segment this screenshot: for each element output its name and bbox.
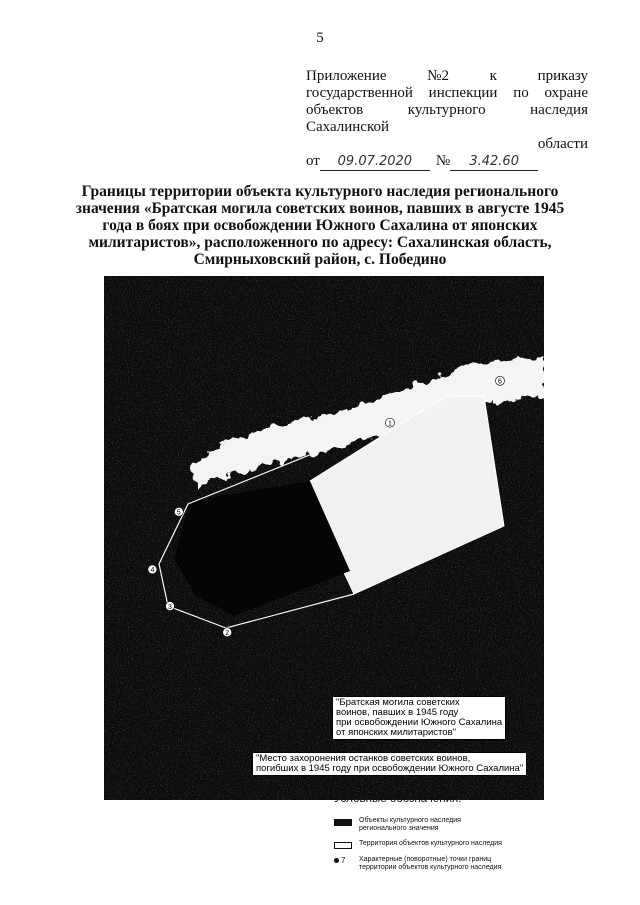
legend [334,793,634,879]
legend-text-line: территории объектов культурного наследия [359,864,502,871]
appendix-line-2 [306,85,588,102]
satellite-map [104,276,544,800]
number-prefix: № [435,153,451,169]
handwritten-date: 09.07.2020 [320,153,430,171]
appendix-word: области [537,136,588,152]
appendix-word: Приложение [306,68,387,84]
boundary-point-6 [496,376,505,385]
boundary-point-5 [174,507,183,516]
site-label [252,752,527,776]
object-label-line: от японских милитаристов" [336,727,456,738]
legend-item-boundary-point [334,856,634,872]
legend-text-line: Территория объектов культурного наследия [359,840,502,847]
object-label-line: воинов, павших в 1945 году [336,707,459,718]
appendix-word: Сахалинской [306,119,390,135]
object-label-line: при освобождении Южного Сахалина [336,717,503,728]
legend-title: Условные обозначения: [334,793,462,805]
date-prefix: от [306,153,320,169]
page-number: 5 [316,30,324,46]
title-line: милитаристов», расположенного по адресу: Сахалинская область, [88,234,552,251]
appendix-line-4 [306,119,588,136]
legend-item-heritage-object [334,817,634,833]
legend-item-territory [334,840,634,849]
object-label-line: "Братская могила советских [336,697,460,708]
appendix-line-1 [306,68,588,85]
boundary-point-3 [166,602,175,611]
site-label-line: "Место захоронения останков советских воинов, [256,753,471,764]
appendix-word: наследия [530,102,588,118]
appendix-date-line [306,153,588,171]
light-swatch-icon [334,842,352,849]
boundary-point-number: 3 [168,603,172,611]
object-label [332,696,506,740]
legend-text-line: Объекты культурного наследия [359,817,461,824]
appendix-word: государственной [306,85,413,101]
boundary-point-2 [223,628,232,637]
appendix-word: №2 [427,68,449,84]
boundary-point-number: 2 [225,630,230,638]
legend-text-line: регионального значения [359,825,439,832]
appendix-word: охране [544,85,588,101]
site-label-line: погибших в 1945 году при освобождении Южного Сахалина" [256,763,524,774]
handwritten-number: 3.42.60 [450,153,538,171]
title-line: значения «Братская могила советских воинов, павших в августе 1945 [75,200,565,217]
boundary-point-4 [148,565,157,574]
appendix-line-3 [306,102,588,119]
appendix-line-5 [306,136,588,153]
boundary-point-number: 1 [388,420,392,428]
title-line: Смирныховский район, с. Победино [193,251,447,268]
appendix-word: по [513,85,529,101]
appendix-word: инспекции [428,85,498,101]
boundary-point-1 [386,418,395,427]
appendix-word: объектов [306,102,364,118]
title-line: года в боях при освобождении Южного Сахалина от японских [102,217,538,234]
boundary-point-number: 6 [498,378,502,386]
appendix-block [306,68,588,171]
legend-text-line: Характерные (поворотные) точки границ [359,856,492,863]
dark-swatch-icon [334,819,352,826]
appendix-word: к [489,68,497,84]
boundary-point-number: 5 [176,509,181,517]
document-title [60,183,580,268]
title-line: Границы территории объекта культурного наследия регионального [81,183,559,200]
point-marker-icon [334,858,339,863]
appendix-word: культурного [407,102,486,118]
appendix-word: приказу [537,68,588,84]
boundary-point-number: 4 [150,567,155,575]
point-marker-number: 7 [341,856,346,865]
